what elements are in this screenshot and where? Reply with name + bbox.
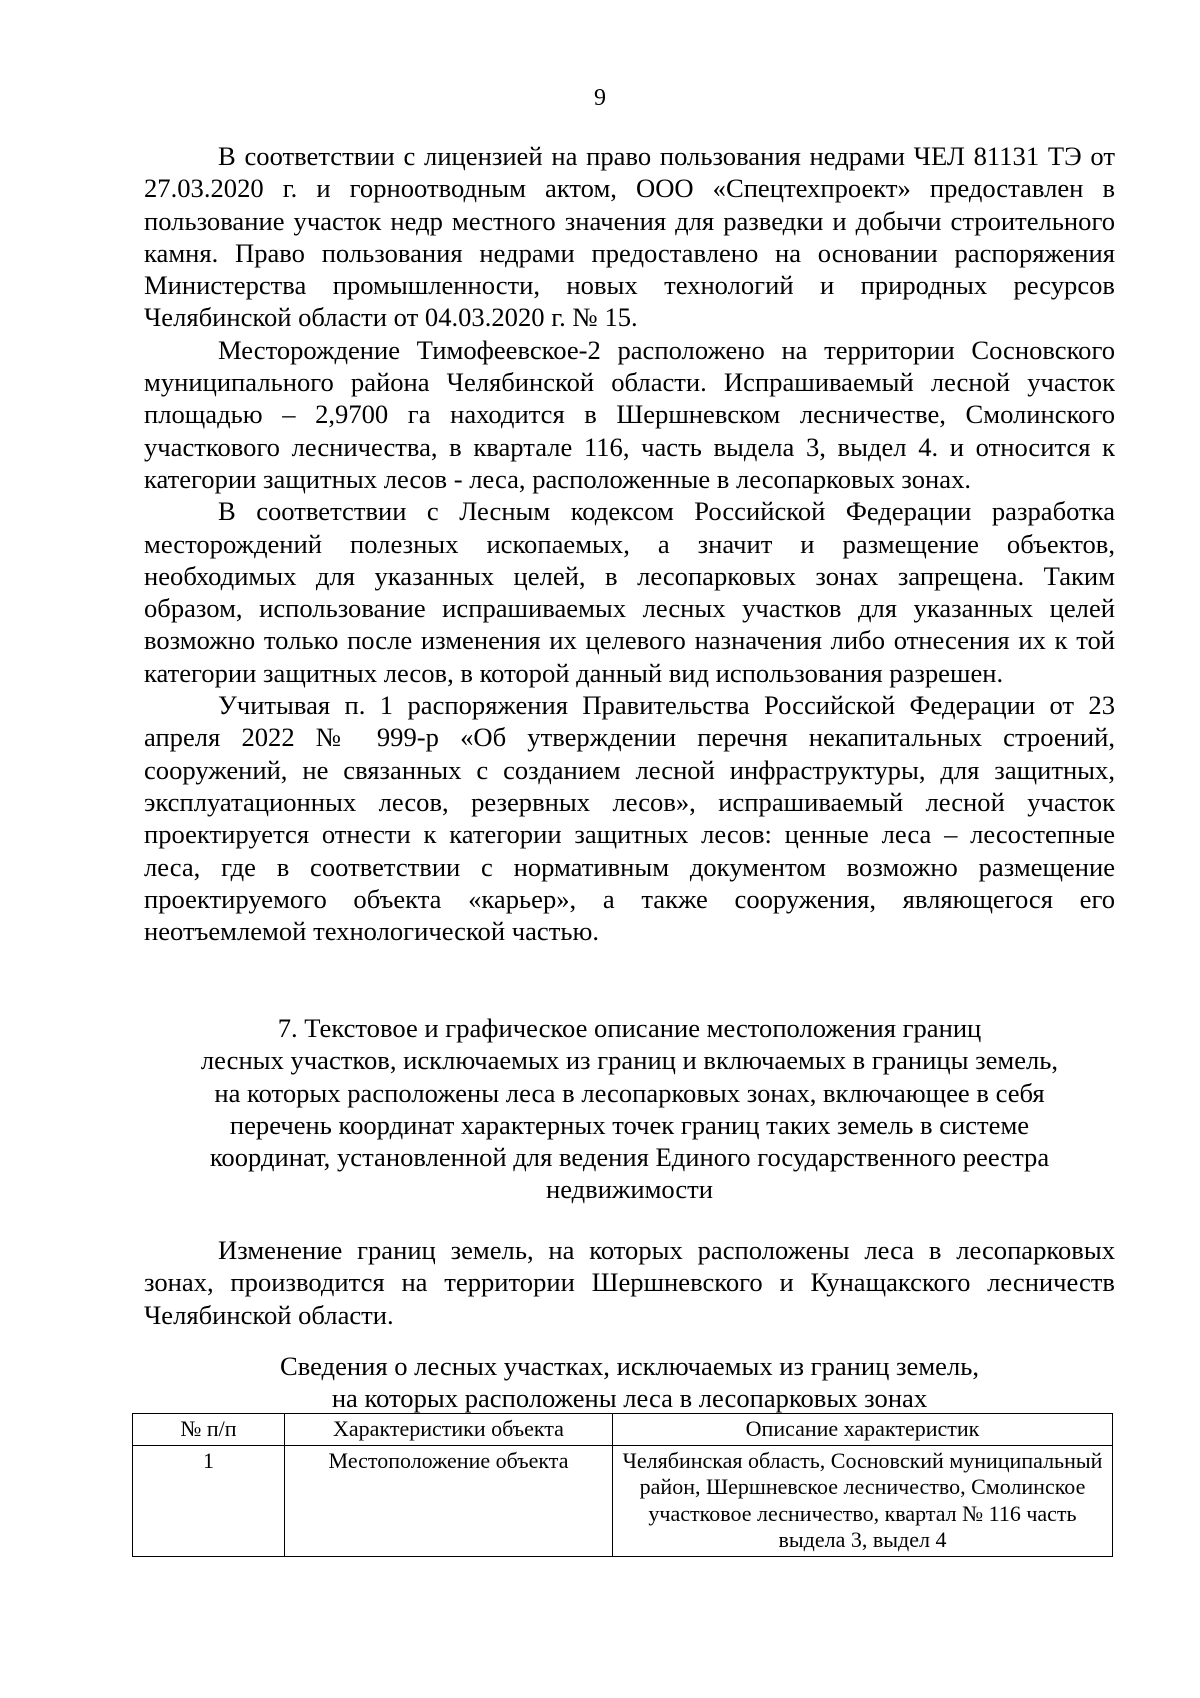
page-number: 9: [594, 85, 606, 111]
section-heading-line: лесных участков, исключаемых из границ и включаемых в границы земель,: [200, 1045, 1059, 1076]
body-text: [144, 140, 1115, 947]
table-caption-line: на которых расположены леса в лесопарковых зонах: [331, 1383, 928, 1414]
table-caption: [144, 1350, 1115, 1415]
paragraph-deposit-location: Месторождение Тимофеевское-2 расположено на территории Сосновского муниципального района Челябинской области. Испрашиваемый лесной участок площадью – 2,9700 га находится в Шершневском лесничестве, Смолинского участкового лесничества, в квартале 116, часть выдела 3, выдел 4. и относится к категории защитных лесов - леса, расположенные в лесопарковых зонах.: [144, 334, 1115, 494]
paragraph-forest-code: В соответствии с Лесным кодексом Российской Федерации разработка месторождений полезных ископаемых, а значит и размещение объектов, необходимых для указанных целей, в лесопарковых зонах запрещена. Таким образом, использование испрашиваемых лесных участков для указанных целей возможно только после изменения их целевого назначения либо отнесения их к той категории защитных лесов, в которой данный вид использования разрешен.: [144, 496, 1115, 688]
section-heading-line: недвижимости: [545, 1174, 714, 1205]
section-heading-line: перечень координат характерных точек границ таких земель в системе: [229, 1109, 1030, 1140]
section-heading: [144, 1012, 1115, 1206]
paragraph-government-order: Учитывая п. 1 распоряжения Правительства Российской Федерации от 23 апреля 2022 № 999-р «Об утверждении перечня некапитальных строений, сооружений, не связанных с созданием лесной инфраструктуры, для защитных, эксплуатационных лесов, резервных лесов», испрашиваемый лесной участок проектируется отнести к категории защитных лесов: ценные леса – лесостепные леса, где в соответствии с нормативным документом возможно размещение проектируемого объекта «карьер», а также сооружения, являющегося его неотъемлемой технологической частью.: [144, 690, 1115, 947]
cell-characteristic: Местоположение объекта: [285, 1445, 613, 1556]
intro-text: [144, 1234, 1115, 1331]
header-characteristic: Характеристики объекта: [285, 1414, 613, 1446]
section-heading-line: 7. Текстовое и графическое описание местоположения границ: [277, 1013, 982, 1043]
table-row: [133, 1445, 1113, 1556]
section-heading-line: на которых расположены леса в лесопарковых зонах, включающее в себя: [214, 1077, 1045, 1108]
section-heading-line: координат, установленной для ведения Единого государственного реестра: [209, 1142, 1050, 1173]
cell-description: Челябинская область, Сосновский муниципальный район, Шершневское лесничество, Смолинское участковое лесничество, квартал № 116 часть выдела 3, выдел 4: [613, 1445, 1113, 1556]
forest-plot-table: [132, 1413, 1113, 1557]
table-header-row: [133, 1414, 1113, 1446]
header-description: Описание характеристик: [613, 1414, 1113, 1446]
cell-number: 1: [133, 1445, 285, 1556]
paragraph-boundary-change: Изменение границ земель, на которых расположены леса в лесопарковых зонах, производится на территории Шершневского и Кунащакского лесничеств Челябинской области.: [144, 1235, 1115, 1330]
table-caption-line: Сведения о лесных участках, исключаемых из границ земель,: [279, 1351, 980, 1381]
header-number: № п/п: [133, 1414, 285, 1446]
paragraph-license: В соответствии с лицензией на право пользования недрами ЧЕЛ 81131 ТЭ от 27.03.2020 г. и горноотводным актом, ООО «Спецтехпроект» предоставлен в пользование участок недр местного значения для разведки и добычи строительного камня. Право пользования недрами предоставлено на основании распоряжения Министерства промышленности, новых технологий и природных ресурсов Челябинской области от 04.03.2020 г. № 15.: [144, 141, 1115, 333]
